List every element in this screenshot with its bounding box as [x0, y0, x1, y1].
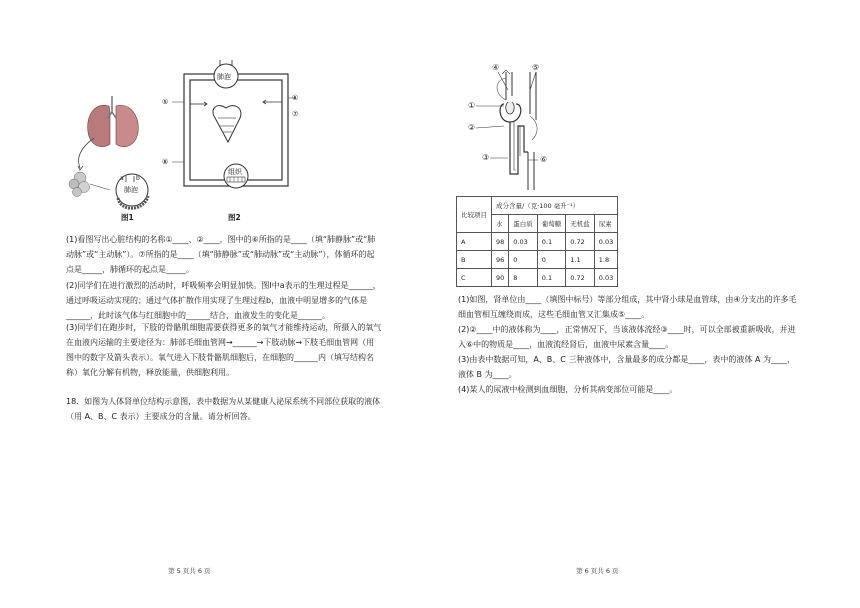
table-row [457, 251, 618, 269]
table-header-compare: 比较项目 [457, 197, 492, 233]
table-cell: 0.72 [566, 233, 595, 251]
table-col-header: 葡萄糖 [537, 215, 566, 233]
question-2: (2)同学们在进行激烈的活动时，呼吸频率会明显加快。图Ⅰ中a表示的生理过程是______，通过呼吸运动实现的；通过气体扩散作用实现了生理过程b，血液中明显增多的气体是______，此时该气体与红细胞中的______结合，血液发生的变化是______。 [66, 281, 381, 320]
table-col-header: 无机盐 [566, 215, 595, 233]
row-label: B [457, 251, 492, 269]
alveolus-detail [116, 174, 148, 208]
table-header-group: 成分含量/（克·100 毫升⁻¹） [492, 197, 618, 215]
question-3: (3)同学们在跑步时，下肢的骨骼肌细胞需要获得更多的氧气才能维持运动，所摄入的氧气在血液内运输的主要途径为：肺部毛细血管网→______→下肢动脉→下肢毛细血管网（用图中的数字及箭头表示）。氧气进入下肢骨骼肌细胞后，在细胞的______内（填写结构名称）氧化分解有机物，释放能量，供细胞利用。 [66, 323, 382, 377]
svg-text:组织: 组织 [228, 168, 242, 176]
svg-text:肺泡: 肺泡 [124, 186, 138, 194]
table-cell: 0.03 [594, 233, 617, 251]
table-cell: 0.03 [509, 233, 538, 251]
lungs-illustration [88, 96, 139, 147]
alveoli-cluster [69, 172, 90, 197]
page-footer: 第 5 页共 6 页 [168, 567, 211, 575]
svg-text:⑧: ⑧ [162, 158, 169, 166]
table-cell: 0 [509, 251, 538, 269]
table-cell: 0 [537, 251, 566, 269]
svg-text:b: b [136, 175, 140, 182]
svg-text:⑦: ⑦ [292, 110, 299, 118]
table-cell: 98 [492, 233, 509, 251]
table-cell: 90 [492, 269, 509, 287]
page-6 [430, 0, 860, 608]
table-cell: 0.1 [537, 269, 566, 287]
table-col-header: 水 [492, 215, 509, 233]
table-row [457, 269, 618, 287]
table-cell: 0.03 [594, 269, 617, 287]
svg-text:肺泡: 肺泡 [217, 73, 231, 81]
svg-text:⑥: ⑥ [540, 155, 548, 164]
svg-text:⑤: ⑤ [162, 98, 169, 106]
row-label: A [457, 233, 492, 251]
nephron-diagram [458, 60, 568, 190]
svg-text:⑤: ⑤ [532, 63, 540, 72]
question-1: (1)看图写出心脏结构的名称①____、②____，图中的⑥所指的是____（填“肺静脉”或“肺动脉”或“主动脉”）。⑦所指的是____（填“肺静脉”或“肺动脉”或“主动脉”），体循环的起点是_____，肺循环的起点是_____。 [66, 235, 376, 274]
row-label: C [457, 269, 492, 287]
table-cell: 0.72 [566, 269, 595, 287]
table-col-header: 蛋白质 [509, 215, 538, 233]
page-footer: 第 6 页共 6 页 [576, 567, 619, 575]
table-cell: 1.1 [566, 251, 595, 269]
svg-text:a: a [120, 175, 124, 182]
kidney-question-1: (1)如图，肾单位由____（填图中标号）等部分组成，其中肾小球是血管球，由④分支出的许多毛细血管相互缠绕而成，这些毛细血管又汇集成⑤____。 [458, 295, 797, 319]
table-row [457, 233, 618, 251]
composition-table [456, 196, 618, 287]
fig2-heart [213, 106, 241, 142]
svg-text:③: ③ [482, 153, 490, 162]
table-cell: 1.8 [594, 251, 617, 269]
table-cell: 8 [509, 269, 538, 287]
svg-text:④: ④ [492, 63, 500, 72]
svg-text:②: ② [468, 123, 476, 132]
kidney-question-3: (3)由表中数据可知，A、B、C 三种液体中，含量最多的成分都是____，表中的液体 A 为____，液体 B 为____。 [458, 355, 795, 379]
fig2-alveolus [214, 60, 238, 88]
figure-1-caption: 图1 [121, 213, 134, 222]
table-cell: 0.1 [537, 233, 566, 251]
table-cell: 96 [492, 251, 509, 269]
kidney-question-2: (2)②____中的液体称为____，正常情况下，当该液体流经③____时，可以全部被重新吸收，并进入⑥中的物质是____，血液流经肾后，血液中尿素含量____。 [458, 325, 796, 349]
svg-text:⑥: ⑥ [292, 94, 299, 102]
figure-1-lungs-diagram [64, 92, 164, 212]
svg-text:①: ① [468, 101, 476, 110]
table-col-header: 尿素 [594, 215, 617, 233]
fig2-tissue [224, 164, 248, 188]
kidney-question-4: (4)某人的尿液中检测到血细胞，分析其病变部位可能是____。 [458, 385, 678, 394]
figure-2-circulation-diagram [160, 60, 310, 210]
question-18-intro: 18．如图为人体肾单位结构示意图，表中数据为从某健康人泌尿系统不同部位获取的液体（用 A、B、C 表示）主要成分的含量。请分析回答。 [66, 397, 381, 421]
figure-2-caption: 图2 [228, 213, 241, 222]
